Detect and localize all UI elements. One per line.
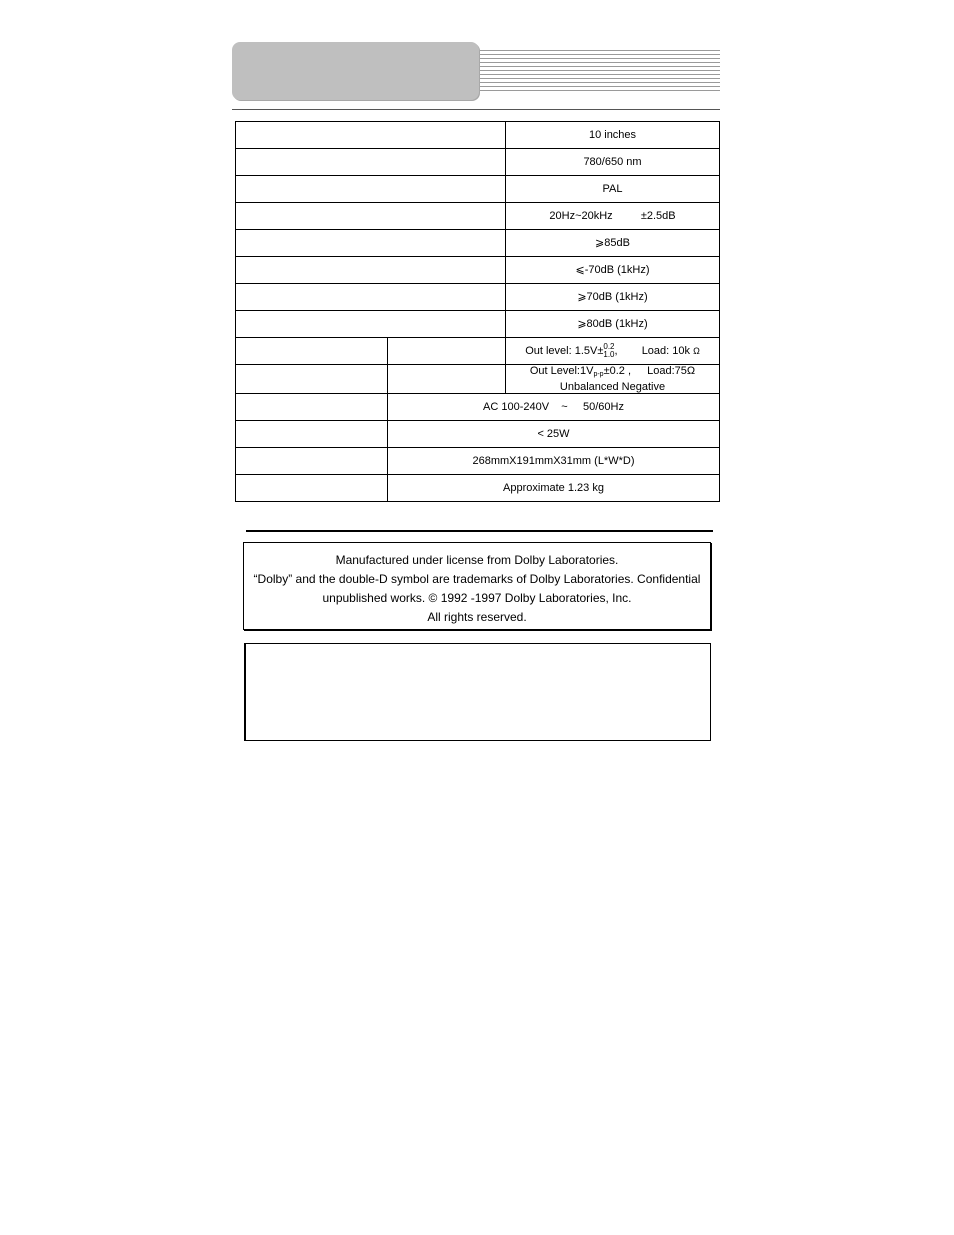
spec-value: < 25W	[388, 421, 720, 448]
table-row	[236, 475, 720, 502]
spec-value: 10 inches	[506, 122, 720, 149]
table-row	[236, 284, 720, 311]
table-row	[236, 421, 720, 448]
spec-value: ⩽-70dB (1kHz)	[506, 257, 720, 284]
tolerance-upper: 0.2	[603, 342, 615, 351]
dolby-line: unpublished works. © 1992 -1997 Dolby Laboratories, Inc.	[322, 591, 632, 605]
table-row	[236, 448, 720, 475]
spec-value: ⩾70dB (1kHz)	[506, 284, 720, 311]
ohm-unit: Ω	[693, 345, 700, 356]
spec-value: PAL	[506, 176, 720, 203]
spec-sublabel-cell	[388, 365, 506, 394]
video-out-subscript: p-p	[593, 371, 604, 378]
tolerance-lower: 1.0	[603, 350, 615, 359]
table-row	[236, 365, 720, 394]
spec-value: ⩾80dB (1kHz)	[506, 311, 720, 338]
spec-label-cell	[236, 203, 506, 230]
table-row	[236, 230, 720, 257]
spec-label-cell	[236, 365, 388, 394]
out-level-prefix: Out level: 1.5V±	[525, 344, 604, 357]
spec-value	[506, 338, 720, 365]
table-row	[236, 394, 720, 421]
spec-label-cell	[236, 257, 506, 284]
dolby-line: “Dolby” and the double-D symbol are trademarks of Dolby Laboratories. Confidential	[253, 572, 701, 586]
header-decorative-lines	[480, 50, 720, 95]
spec-value: 780/650 nm	[506, 149, 720, 176]
video-out-tolerance: ±0.2 ,	[603, 365, 632, 377]
spec-label-cell	[236, 122, 506, 149]
specifications-table	[235, 121, 720, 502]
spec-value	[506, 203, 720, 230]
table-row	[236, 122, 720, 149]
table-row	[236, 338, 720, 365]
spec-label-cell	[236, 448, 388, 475]
table-row	[236, 149, 720, 176]
table-row	[236, 311, 720, 338]
header-rule	[232, 109, 720, 110]
spec-value: ⩾85dB	[506, 230, 720, 257]
spec-sublabel-cell	[388, 338, 506, 365]
table-row	[236, 257, 720, 284]
spec-value: AC 100-240V ~ 50/60Hz	[388, 394, 720, 421]
video-load-value: Load:75Ω	[647, 365, 696, 377]
table-row	[236, 176, 720, 203]
spec-label-cell	[236, 176, 506, 203]
section-divider	[246, 530, 713, 532]
notice-box	[244, 643, 711, 741]
video-out-level: Out Level:1V	[529, 365, 594, 377]
spec-label-cell	[236, 149, 506, 176]
out-level-separator: ,	[614, 344, 618, 357]
spec-label-cell	[236, 230, 506, 257]
frequency-range: 20Hz~20kHz	[549, 210, 613, 222]
header-tab	[232, 42, 479, 100]
dolby-line: All rights reserved.	[427, 610, 527, 624]
dolby-license-notice	[243, 542, 711, 630]
spec-label-cell	[236, 284, 506, 311]
spec-value	[506, 365, 720, 394]
out-level-tolerance	[603, 343, 614, 359]
spec-label-cell	[236, 338, 388, 365]
spec-label-cell	[236, 421, 388, 448]
frequency-tolerance: ±2.5dB	[640, 210, 676, 222]
spec-label-cell	[236, 475, 388, 502]
spec-label-cell	[236, 311, 506, 338]
spec-label-cell	[236, 394, 388, 421]
table-row	[236, 203, 720, 230]
spec-value: 268mmX191mmX31mm (L*W*D)	[388, 448, 720, 475]
video-signal-type: Unbalanced Negative	[559, 381, 666, 393]
load-value: Load: 10k	[641, 344, 691, 357]
spec-value: Approximate 1.23 kg	[388, 475, 720, 502]
dolby-line: Manufactured under license from Dolby Laboratories.	[335, 553, 619, 567]
